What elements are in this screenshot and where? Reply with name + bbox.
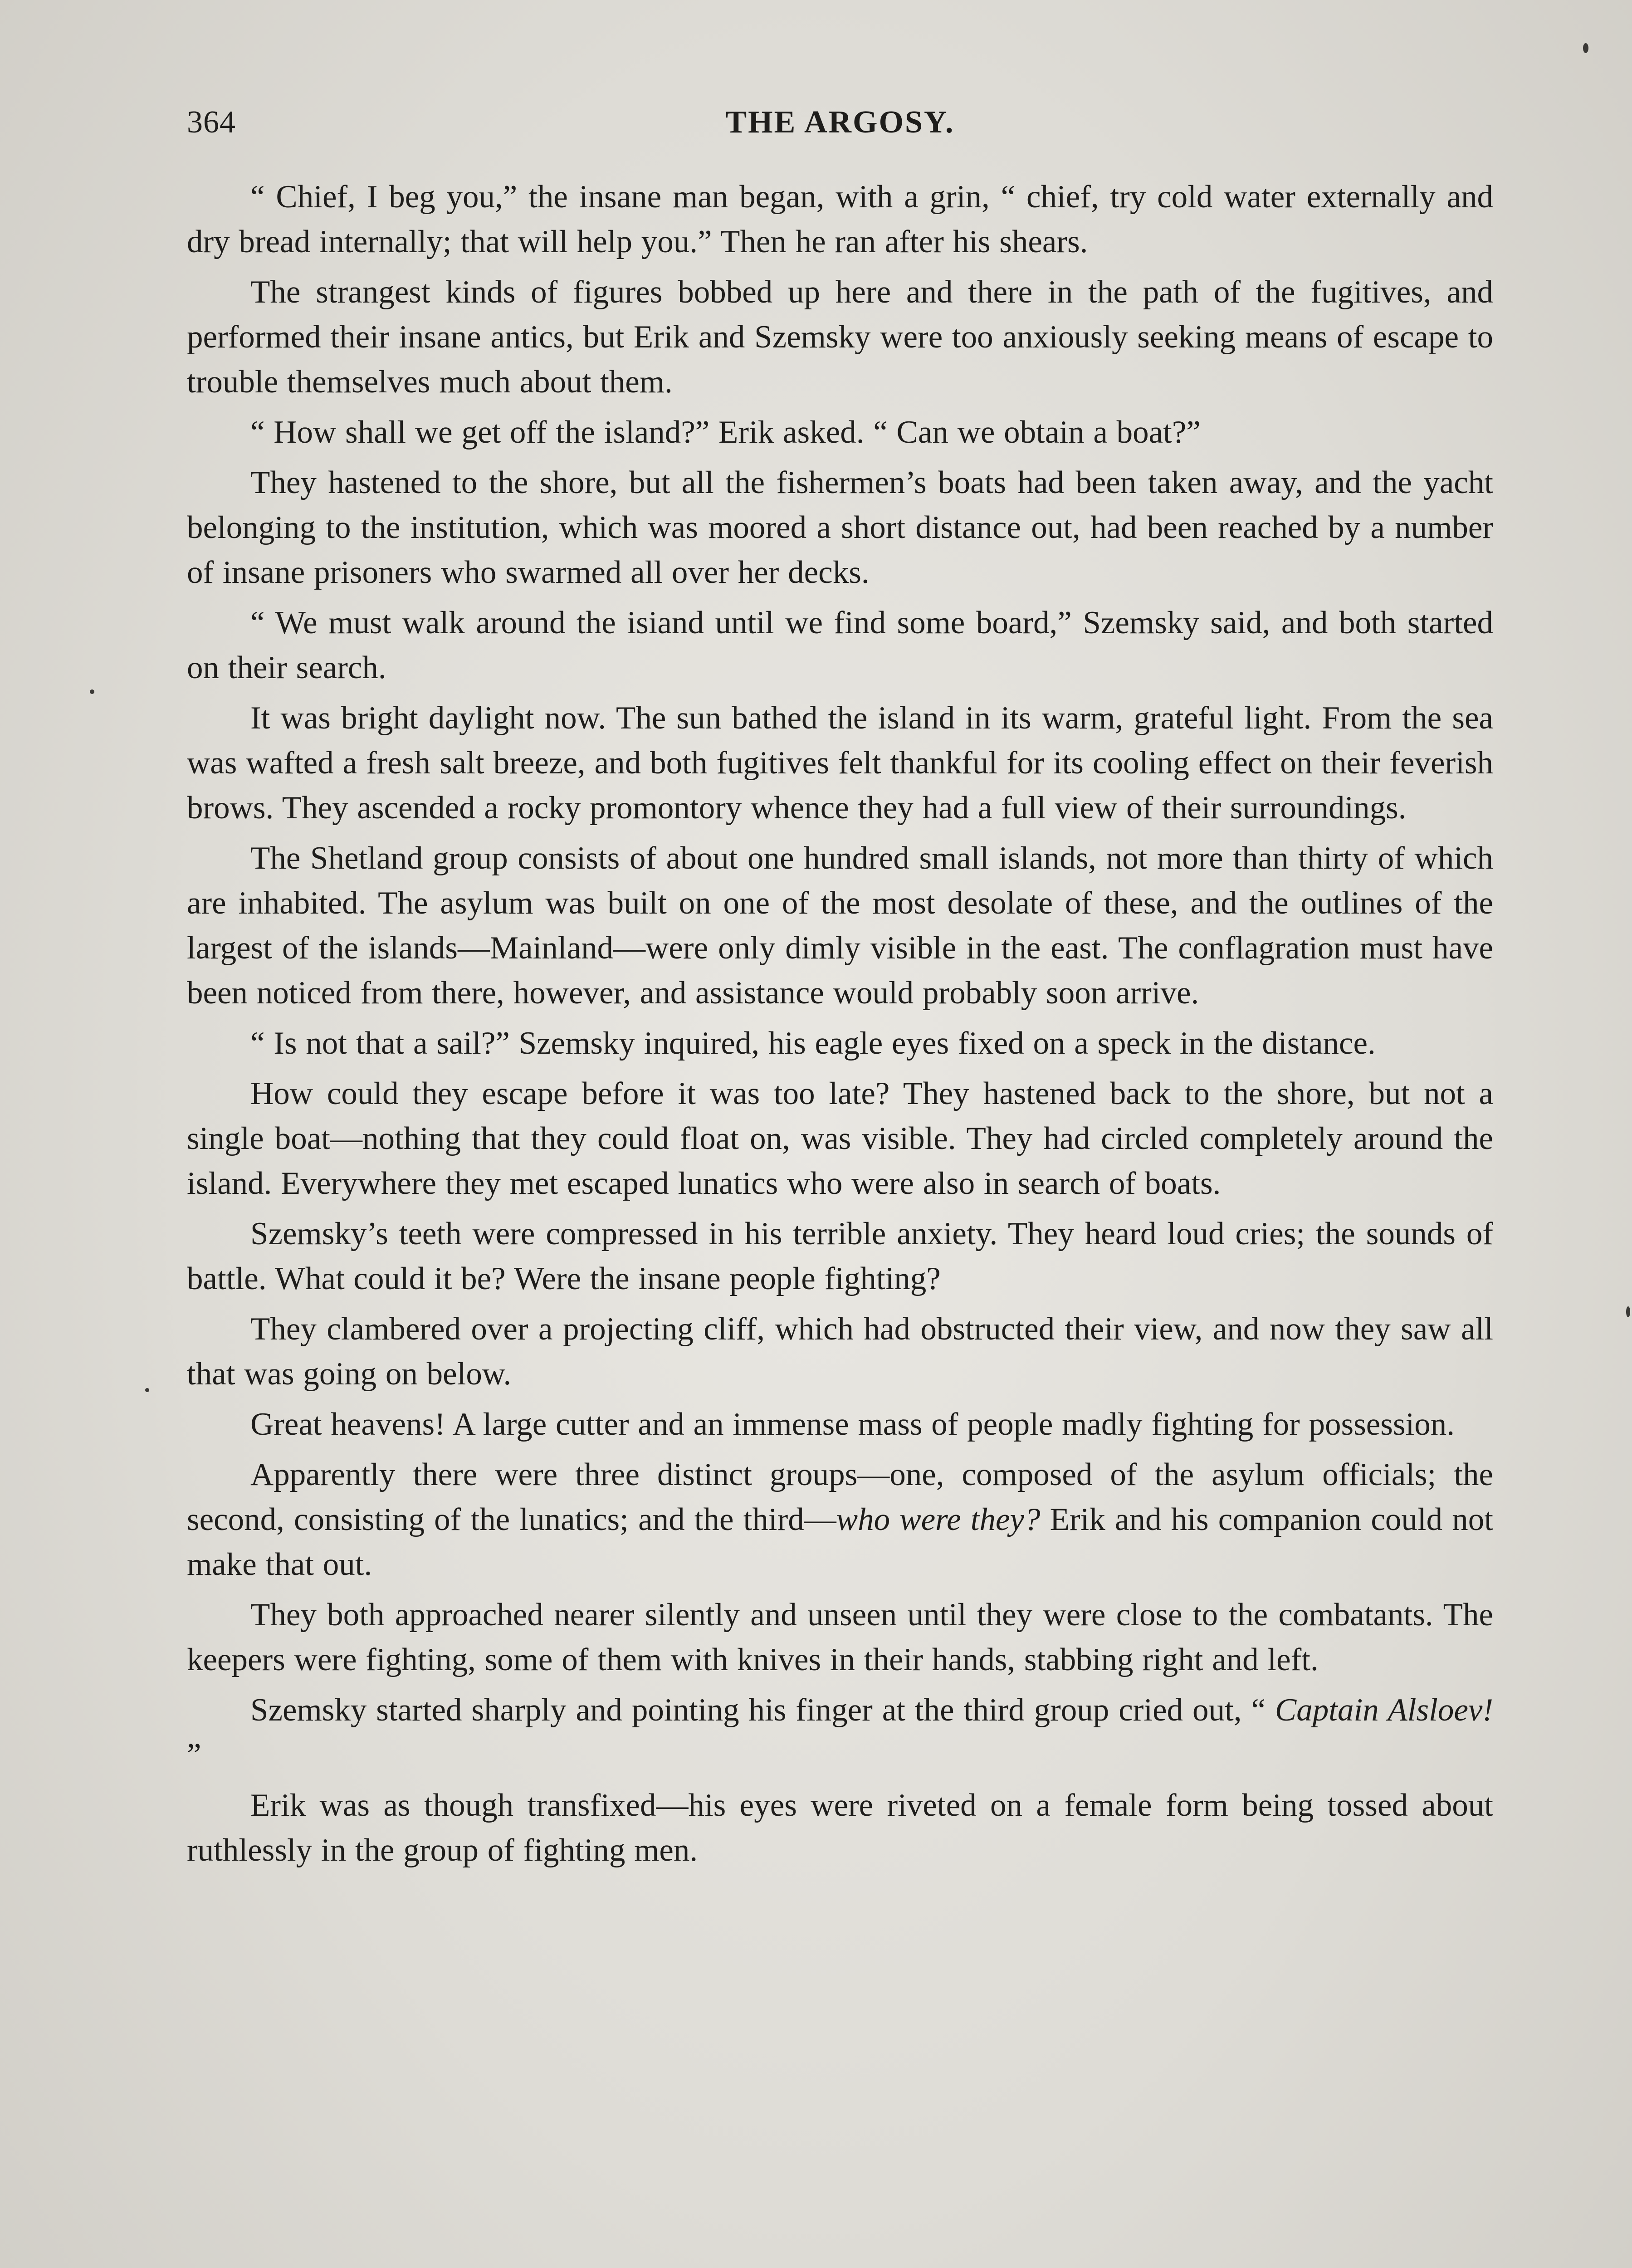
running-title: THE ARGOSY.	[725, 105, 955, 140]
text-run: They clambered over a projecting cliff, which had obstructed their view, and now they saw all that was going on below.	[187, 1311, 1493, 1392]
text-run: ”	[187, 1737, 201, 1773]
text-run: Erik and his companion could not make that out.	[187, 1502, 1493, 1582]
paragraph	[187, 1783, 1493, 1873]
paragraph	[187, 1212, 1493, 1301]
text-run: “ How shall we get off the island?” Erik asked. “ Can we obtain a boat?”	[250, 415, 1201, 450]
text-run: How could they escape before it was too late? They hastened back to the shore, but not a single boat—nothing that they could float on, was visible. They had circled completely around the island. Everywhere they met escaped lunatics who were also in search of boats.	[187, 1076, 1493, 1201]
text-run: Szemsky started sharply and pointing his finger at the third group cried out, “	[250, 1692, 1275, 1728]
text-run: They both approached nearer silently and unseen until they were close to the combatants. The keepers were fighting, some of them with knives in their hands, stabbing right and left.	[187, 1597, 1493, 1677]
text-run: Apparently there were three distinct groups—one, composed of the asylum officials; the second, consisting of the lunatics; and the third—	[187, 1457, 1493, 1537]
text-run: “ We must walk around the isiand until we find some board,” Szemsky said, and both started on their search.	[187, 605, 1493, 685]
scan-speck	[1626, 1306, 1630, 1317]
text-run: Erik was as though transfixed—his eyes were riveted on a female form being tossed about ruthlessly in the group of fighting men.	[187, 1788, 1493, 1868]
paragraph	[187, 1307, 1493, 1397]
paragraph	[187, 1402, 1493, 1447]
text-run: It was bright daylight now. The sun bathed the island in its warm, grateful light. From the sea was wafted a fresh salt breeze, and both fugitives felt thankful for its cooling effect on their feverish brows. They ascended a rocky promontory whence they had a full view of their surroundings.	[187, 700, 1493, 826]
paragraph	[187, 270, 1493, 405]
text-run: They hastened to the shore, but all the fishermen’s boats had been taken away, and the yacht belonging to the institution, which was moored a short distance out, had been reached by a number of insane prisoners who swarmed all over her decks.	[187, 465, 1493, 590]
text-run: “ Is not that a sail?” Szemsky inquired, his eagle eyes fixed on a speck in the distance.	[250, 1026, 1376, 1061]
paragraph	[187, 1452, 1493, 1587]
paragraph	[187, 1688, 1493, 1778]
paragraph	[187, 601, 1493, 690]
paragraph	[187, 1593, 1493, 1682]
scan-speck	[1583, 43, 1588, 53]
paragraph	[187, 175, 1493, 264]
scan-speck	[145, 1388, 149, 1392]
paragraph	[187, 410, 1493, 455]
text-run: “ Chief, I beg you,” the insane man began, with a grin, “ chief, try cold water externally and dry bread internally; that will help you.” Then he ran after his shears.	[187, 179, 1493, 259]
paragraph	[187, 696, 1493, 831]
page-number: 364	[187, 105, 236, 140]
page-header	[187, 104, 1493, 154]
text-run: Great heavens! A large cutter and an immense mass of people madly fighting for possession.	[250, 1407, 1455, 1442]
paragraph	[187, 1071, 1493, 1206]
paragraph	[187, 1021, 1493, 1066]
paragraph	[187, 460, 1493, 595]
paragraph	[187, 836, 1493, 1016]
italic-text: who were they?	[836, 1502, 1041, 1537]
text-run: The strangest kinds of figures bobbed up here and there in the path of the fugitives, and performed their insane antics, but Erik and Szemsky were too anxiously seeking means of escape to trouble themselves much about them.	[187, 274, 1493, 400]
italic-text: Captain Alsloev!	[1275, 1692, 1494, 1728]
text-run: The Shetland group consists of about one hundred small islands, not more than thirty of which are inhabited. The asylum was built on one of the most desolate of these, and the outlines of the largest of the islands—Mainland—were only dimly visible in the east. The conflagration must have been noticed from there, however, and assistance would probably soon arrive.	[187, 841, 1493, 1011]
scan-speck	[90, 689, 94, 694]
article-body	[187, 175, 1493, 1878]
text-run: Szemsky’s teeth were compressed in his terrible anxiety. They heard loud cries; the sounds of battle. What could it be? Were the insane people fighting?	[187, 1216, 1493, 1296]
